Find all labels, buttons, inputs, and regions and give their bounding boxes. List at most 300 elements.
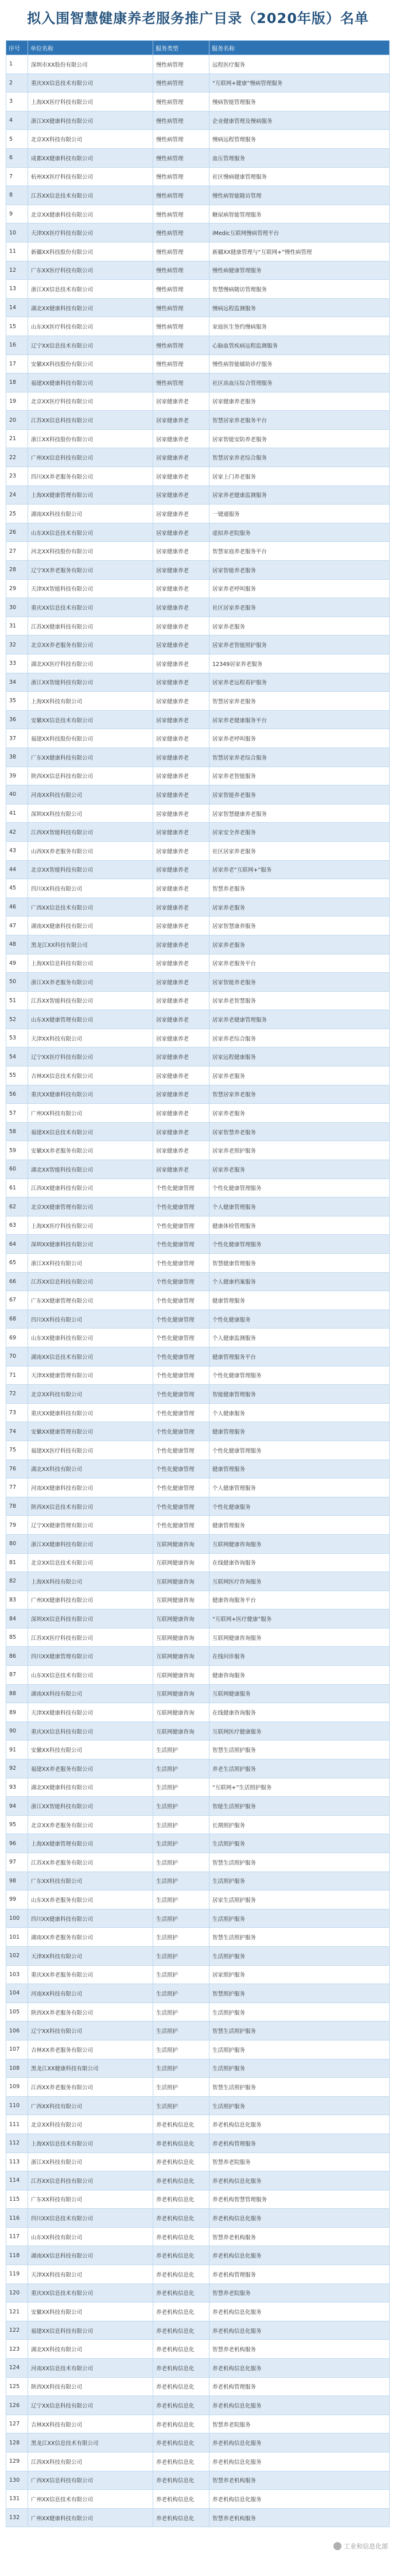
cell-index: 78	[6, 1497, 28, 1516]
cell-service-name: 智能健康管理服务	[209, 1385, 390, 1404]
cell-service-name: 智慧生活照护服务	[209, 2078, 390, 2097]
cell-service-type: 慢性病管理	[153, 317, 209, 336]
cell-index: 81	[6, 1553, 28, 1572]
cell-index: 20	[6, 411, 28, 430]
cell-service-type: 个性化健康管理	[153, 1385, 209, 1404]
cell-index: 97	[6, 1853, 28, 1872]
cell-service-name: 居家养老远程看护服务	[209, 673, 390, 692]
table-row	[6, 729, 390, 748]
table-row	[6, 74, 390, 93]
cell-company: 四川XX健康管理有限公司	[28, 1647, 153, 1666]
cell-index: 19	[6, 392, 28, 411]
cell-service-name: 远程医疗服务	[209, 55, 390, 74]
cell-service-name: 长期照护服务	[209, 1815, 390, 1834]
cell-service-name: 互联网医疗咨询服务	[209, 1572, 390, 1591]
cell-service-name: 健康管理服务	[209, 1291, 390, 1310]
cell-company: 深圳XX健康科技有限公司	[28, 1235, 153, 1254]
cell-service-type: 生活照护	[153, 1797, 209, 1816]
cell-service-type: 慢性病管理	[153, 93, 209, 111]
cell-index: 7	[6, 167, 28, 186]
table-row	[6, 991, 390, 1010]
cell-company: 浙江XX健康科技有限公司	[28, 1534, 153, 1553]
cell-service-type: 个性化健康管理	[153, 1441, 209, 1460]
cell-service-type: 居家健康养老	[153, 748, 209, 767]
cell-company: 黑龙江XX信息技术有限公司	[28, 2433, 153, 2452]
cell-service-name: 养老机构信息化服务	[209, 2359, 390, 2378]
cell-company: 辽宁XX信息技术有限公司	[28, 336, 153, 355]
watermark	[333, 2542, 388, 2551]
cell-service-name: 居家养老服务	[209, 935, 390, 954]
cell-index: 80	[6, 1534, 28, 1553]
cell-company: 重庆XX信息技术有限公司	[28, 598, 153, 617]
cell-service-name: 养老机构信息化服务	[209, 2115, 390, 2134]
table-row	[6, 879, 390, 898]
cell-company: 黑龙江XX健康科技有限公司	[28, 2059, 153, 2078]
cell-service-name: 个人健康档案服务	[209, 1272, 390, 1291]
cell-service-name: 居家安全养老服务	[209, 823, 390, 842]
cell-company: 吉林XX信息技术有限公司	[28, 1066, 153, 1085]
cell-service-name: 心脑血管疾病远程监测服务	[209, 336, 390, 355]
table-row	[6, 598, 390, 617]
table-row	[6, 1441, 390, 1460]
cell-service-type: 居家健康养老	[153, 486, 209, 505]
table-row	[6, 1329, 390, 1347]
cell-index: 67	[6, 1291, 28, 1310]
table-row	[6, 93, 390, 111]
cell-company: 福建XX健康科技有限公司	[28, 373, 153, 392]
cell-index: 33	[6, 654, 28, 673]
table-row	[6, 1703, 390, 1722]
cell-service-type: 生活照护	[153, 1984, 209, 2003]
cell-service-name: 个性化健康管理服务	[209, 1366, 390, 1385]
cell-company: 黑龙江XX科技有限公司	[28, 935, 153, 954]
cell-company: 北京XX智能科技有限公司	[28, 860, 153, 879]
cell-index: 106	[6, 2021, 28, 2040]
cell-company: 江苏XX智能科技有限公司	[28, 991, 153, 1010]
cell-service-type: 居家健康养老	[153, 1010, 209, 1029]
table-row	[6, 654, 390, 673]
cell-index: 45	[6, 879, 28, 898]
cell-company: 天津XX健康科技有限公司	[28, 1703, 153, 1722]
table-header	[6, 41, 390, 55]
cell-service-name: 慢病远程监测服务	[209, 298, 390, 317]
cell-company: 天津XX科技有限公司	[28, 1029, 153, 1048]
cell-service-type: 居家健康养老	[153, 767, 209, 785]
cell-index: 58	[6, 1122, 28, 1141]
table-row	[6, 1291, 390, 1310]
cell-company: 新疆XX科技股份有限公司	[28, 242, 153, 261]
table-row	[6, 448, 390, 467]
cell-index: 46	[6, 898, 28, 917]
cell-company: 广东XX健康科技有限公司	[28, 748, 153, 767]
cell-company: 江苏XX养老服务有限公司	[28, 1853, 153, 1872]
cell-service-type: 居家健康养老	[153, 636, 209, 654]
cell-index: 70	[6, 1347, 28, 1366]
cell-service-type: 互联网健康咨询	[153, 1628, 209, 1647]
cell-service-name: 智慧养老机构服务	[209, 2227, 390, 2246]
cell-company: 广州XX科技有限公司	[28, 1104, 153, 1123]
cell-service-name: 居家养老健康管理服务	[209, 1010, 390, 1029]
cell-service-type: 养老机构信息化	[153, 2396, 209, 2415]
cell-service-name: iMedic互联网慢病管理平台	[209, 224, 390, 242]
cell-service-name: 养老机构管理服务	[209, 2377, 390, 2396]
table-row	[6, 298, 390, 317]
cell-index: 30	[6, 598, 28, 617]
table-row	[6, 2302, 390, 2321]
cell-index: 69	[6, 1329, 28, 1347]
cell-company: 湖北XX医疗科技有限公司	[28, 654, 153, 673]
cell-company: 四川XX科技有限公司	[28, 1310, 153, 1329]
cell-index: 88	[6, 1684, 28, 1703]
cell-service-type: 养老机构信息化	[153, 2359, 209, 2378]
table-row	[6, 1497, 390, 1516]
cell-service-type: 居家健康养老	[153, 505, 209, 523]
cell-service-type: 生活照护	[153, 1890, 209, 1909]
table-row	[6, 561, 390, 580]
cell-index: 52	[6, 1010, 28, 1029]
cell-company: 四川XX科技有限公司	[28, 879, 153, 898]
cell-service-name: 养老生活照护服务	[209, 1759, 390, 1778]
cell-service-name: 社区高血压综合管理服务	[209, 373, 390, 392]
cell-service-name: 养老机构管理服务	[209, 2265, 390, 2284]
cell-company: 河南XX健康科技有限公司	[28, 1478, 153, 1497]
table-row	[6, 1647, 390, 1666]
cell-index: 76	[6, 1460, 28, 1478]
cell-company: 江苏XX信息科技有限公司	[28, 2171, 153, 2190]
cell-company: 河南XX信息技术有限公司	[28, 2359, 153, 2378]
cell-service-name: 居家健康养老服务	[209, 392, 390, 411]
cell-service-name: 生活照护服务	[209, 1834, 390, 1853]
cell-company: 广州XX信息科技有限公司	[28, 448, 153, 467]
cell-company: 安徽XX信息技术有限公司	[28, 710, 153, 729]
table-row	[6, 898, 390, 917]
cell-index: 95	[6, 1815, 28, 1834]
table-row	[6, 1797, 390, 1816]
cell-company: 江西XX智能科技有限公司	[28, 823, 153, 842]
cell-index: 82	[6, 1572, 28, 1591]
cell-service-name: 居家养老服务	[209, 898, 390, 917]
cell-index: 39	[6, 767, 28, 785]
table-row	[6, 148, 390, 167]
cell-index: 44	[6, 860, 28, 879]
cell-service-name: 互联网健康服务	[209, 1684, 390, 1703]
cell-service-name: 居家养老智慧服务	[209, 991, 390, 1010]
table-row	[6, 954, 390, 973]
table-row	[6, 767, 390, 785]
cell-service-type: 慢性病管理	[153, 242, 209, 261]
cell-service-name: 个性化健康服务	[209, 1310, 390, 1329]
cell-service-name: 个性化健康服务	[209, 1497, 390, 1516]
cell-service-type: 互联网健康咨询	[153, 1684, 209, 1703]
cell-company: 北京XX科技有限公司	[28, 130, 153, 149]
cell-service-type: 慢性病管理	[153, 261, 209, 280]
cell-company: 深圳市XX股份有限公司	[28, 55, 153, 74]
cell-index: 90	[6, 1722, 28, 1741]
cell-index: 50	[6, 973, 28, 992]
cell-index: 49	[6, 954, 28, 973]
cell-company: 浙江XX智能科技有限公司	[28, 1797, 153, 1816]
cell-service-name: 居家养老健康服务平台	[209, 710, 390, 729]
cell-company: 上海XX健康管理有限公司	[28, 1834, 153, 1853]
cell-index: 10	[6, 224, 28, 242]
cell-index: 62	[6, 1197, 28, 1216]
table-row	[6, 542, 390, 561]
table-row	[6, 1516, 390, 1535]
table-row	[6, 1591, 390, 1609]
table-row	[6, 1853, 390, 1872]
cell-company: 江西XX科技有限公司	[28, 2452, 153, 2471]
cell-service-name: 居家智慧养老服务	[209, 1122, 390, 1141]
table-row	[6, 1722, 390, 1741]
cell-service-type: 居家健康养老	[153, 1104, 209, 1123]
table-row	[6, 748, 390, 767]
cell-service-type: 慢性病管理	[153, 355, 209, 373]
cell-service-type: 个性化健康管理	[153, 1516, 209, 1535]
cell-company: 广东XX健康管理有限公司	[28, 1291, 153, 1310]
cell-company: 重庆XX健康科技有限公司	[28, 1403, 153, 1422]
cell-company: 吉林XX养老服务有限公司	[28, 2040, 153, 2059]
cell-service-name: 智慧养老院服务	[209, 2284, 390, 2302]
table-row	[6, 617, 390, 636]
cell-service-type: 生活照护	[153, 1815, 209, 1834]
cell-service-type: 个性化健康管理	[153, 1310, 209, 1329]
cell-index: 37	[6, 729, 28, 748]
cell-index: 48	[6, 935, 28, 954]
table-row	[6, 2209, 390, 2228]
table-row	[6, 1029, 390, 1048]
cell-service-name: 养老机构管理服务	[209, 2134, 390, 2153]
cell-company: 天津XX健康管理有限公司	[28, 1366, 153, 1385]
cell-company: 广东XX医疗科技有限公司	[28, 261, 153, 280]
cell-service-type: 个性化健康管理	[153, 1235, 209, 1254]
cell-index: 89	[6, 1703, 28, 1722]
cell-service-name: 养老机构信息化服务	[209, 2209, 390, 2228]
cell-service-type: 养老机构信息化	[153, 2153, 209, 2171]
table-row	[6, 860, 390, 879]
cell-index: 116	[6, 2209, 28, 2228]
cell-index: 64	[6, 1235, 28, 1254]
cell-company: 湖南XX科技有限公司	[28, 1684, 153, 1703]
cell-company: 上海XX医疗科技有限公司	[28, 93, 153, 111]
table-row	[6, 1965, 390, 1984]
cell-service-type: 居家健康养老	[153, 542, 209, 561]
cell-index: 16	[6, 336, 28, 355]
cell-company: 北京XX科技有限公司	[28, 2115, 153, 2134]
cell-company: 上海XX医疗科技有限公司	[28, 1216, 153, 1235]
cell-service-name: 在线问诊服务	[209, 1647, 390, 1666]
table-row	[6, 2134, 390, 2153]
table-row	[6, 1946, 390, 1965]
cell-service-type: 养老机构信息化	[153, 2321, 209, 2340]
table-row	[6, 1347, 390, 1366]
cell-service-type: 养老机构信息化	[153, 2340, 209, 2359]
cell-service-type: 居家健康养老	[153, 804, 209, 823]
cell-index: 60	[6, 1160, 28, 1179]
cell-company: 重庆XX养老服务有限公司	[28, 1965, 153, 1984]
cell-index: 96	[6, 1834, 28, 1853]
cell-company: 上海XX科技有限公司	[28, 1572, 153, 1591]
cell-company: 浙江XX科技股份有限公司	[28, 429, 153, 448]
title-bar	[0, 0, 396, 33]
cell-service-type: 养老机构信息化	[153, 2265, 209, 2284]
cell-service-name: 互联网健康咨询服务	[209, 1534, 390, 1553]
cell-company: 湖北XX健康科技有限公司	[28, 298, 153, 317]
cell-company: 广西XX信息科技有限公司	[28, 2471, 153, 2490]
cell-service-type: 居家健康养老	[153, 991, 209, 1010]
cell-service-name: 虚拟养老院服务	[209, 523, 390, 542]
cell-service-name: 智慧居家养老服务	[209, 692, 390, 711]
cell-company: 北京XX健康管理有限公司	[28, 1197, 153, 1216]
cell-index: 132	[6, 2508, 28, 2527]
cell-service-name: 居家照护服务	[209, 1965, 390, 1984]
table-row	[6, 167, 390, 186]
cell-service-name: 个人健康服务	[209, 1403, 390, 1422]
cell-service-type: 个性化健康管理	[153, 1460, 209, 1478]
table-row	[6, 1759, 390, 1778]
cell-service-type: 居家健康养老	[153, 1029, 209, 1048]
cell-service-name: 在线健康咨询服务	[209, 1703, 390, 1722]
cell-service-type: 互联网健康咨询	[153, 1572, 209, 1591]
table-row	[6, 505, 390, 523]
cell-service-type: 居家健康养老	[153, 617, 209, 636]
cell-service-name: 智慧生活照护服务	[209, 1853, 390, 1872]
cell-service-name: 健康管理服务平台	[209, 1347, 390, 1366]
cell-service-name: 养老机构智慧管理服务	[209, 2190, 390, 2209]
cell-service-name: 养老机构信息化服务	[209, 2433, 390, 2452]
table-row	[6, 355, 390, 373]
table-row	[6, 2490, 390, 2509]
cell-company: 北京XX医疗科技有限公司	[28, 392, 153, 411]
cell-company: 山东XX信息技术有限公司	[28, 1666, 153, 1685]
cell-service-type: 养老机构信息化	[153, 2302, 209, 2321]
cell-company: 湖南XX信息技术有限公司	[28, 1347, 153, 1366]
table-row	[6, 579, 390, 598]
cell-index: 86	[6, 1647, 28, 1666]
cell-index: 93	[6, 1778, 28, 1797]
table-row	[6, 1048, 390, 1066]
table-row	[6, 2246, 390, 2265]
cell-company: 河北XX科技股份有限公司	[28, 542, 153, 561]
cell-service-type: 居家健康养老	[153, 729, 209, 748]
cell-index: 14	[6, 298, 28, 317]
cell-service-name: 养老机构信息化服务	[209, 2396, 390, 2415]
cell-service-type: 个性化健康管理	[153, 1403, 209, 1422]
cell-index: 94	[6, 1797, 28, 1816]
cell-company: 江西XX养老服务有限公司	[28, 2078, 153, 2097]
cell-company: 江苏XX信息技术有限公司	[28, 186, 153, 205]
cell-service-name: 居家养老综合服务	[209, 1029, 390, 1048]
table-row	[6, 336, 390, 355]
table-row	[6, 1778, 390, 1797]
cell-service-name: 养老机构信息化服务	[209, 2246, 390, 2265]
table-row	[6, 205, 390, 224]
cell-index: 41	[6, 804, 28, 823]
cell-company: 山东XX养老服务有限公司	[28, 1890, 153, 1909]
table-row	[6, 1684, 390, 1703]
cell-service-name: 养老机构信息化服务	[209, 2321, 390, 2340]
cell-service-type: 生活照护	[153, 2040, 209, 2059]
table-row	[6, 1403, 390, 1422]
table-row	[6, 1104, 390, 1123]
cell-service-name: 智慧生活照护服务	[209, 2021, 390, 2040]
cell-service-name: 智慧养老服务	[209, 879, 390, 898]
cell-service-type: 居家健康养老	[153, 598, 209, 617]
cell-index: 98	[6, 1872, 28, 1890]
cell-service-type: 生活照护	[153, 1741, 209, 1759]
table-row	[6, 2115, 390, 2134]
cell-company: 广东XX科技有限公司	[28, 1872, 153, 1890]
table-row	[6, 1216, 390, 1235]
cell-service-type: 慢性病管理	[153, 130, 209, 149]
cell-service-name: 居家养老服务	[209, 1066, 390, 1085]
cell-service-type: 慢性病管理	[153, 373, 209, 392]
cell-index: 5	[6, 130, 28, 149]
cell-index: 77	[6, 1478, 28, 1497]
cell-service-name: 健康管理服务	[209, 1422, 390, 1441]
cell-company: 安徽XX科技有限公司	[28, 1741, 153, 1759]
table-row	[6, 2059, 390, 2078]
table-row	[6, 2096, 390, 2115]
cell-service-type: 居家健康养老	[153, 1160, 209, 1179]
cell-service-name: 居家养老“互联网+”服务	[209, 860, 390, 879]
table-row	[6, 429, 390, 448]
cell-index: 38	[6, 748, 28, 767]
cell-index: 43	[6, 841, 28, 860]
cell-company: 福建XX信息技术有限公司	[28, 1122, 153, 1141]
table-row	[6, 1179, 390, 1197]
cell-service-name: 智慧照护服务	[209, 1984, 390, 2003]
cell-service-name: 互联网健康咨询服务	[209, 1628, 390, 1647]
cell-service-type: 居家健康养老	[153, 448, 209, 467]
table-row	[6, 1815, 390, 1834]
cell-service-type: 个性化健康管理	[153, 1422, 209, 1441]
table-row	[6, 917, 390, 935]
cell-service-name: 居家智能养老服务	[209, 973, 390, 992]
cell-service-name: 居家养老照护服务	[209, 1141, 390, 1160]
cell-index: 32	[6, 636, 28, 654]
cell-service-name: 智能生活照护服务	[209, 1797, 390, 1816]
cell-service-name: 居家智能养老服务	[209, 785, 390, 804]
cell-index: 111	[6, 2115, 28, 2134]
table-row	[6, 1141, 390, 1160]
cell-service-type: 慢性病管理	[153, 74, 209, 93]
cell-index: 130	[6, 2471, 28, 2490]
cell-company: 辽宁XX科技有限公司	[28, 2021, 153, 2040]
cell-index: 118	[6, 2246, 28, 2265]
cell-index: 28	[6, 561, 28, 580]
cell-index: 126	[6, 2396, 28, 2415]
cell-service-type: 个性化健康管理	[153, 1291, 209, 1310]
cell-index: 56	[6, 1085, 28, 1104]
cell-service-type: 生活照护	[153, 1909, 209, 1928]
cell-index: 6	[6, 148, 28, 167]
cell-service-name: 智慧居家养老服务	[209, 1085, 390, 1104]
cell-index: 103	[6, 1965, 28, 1984]
cell-index: 15	[6, 317, 28, 336]
cell-service-name: 企业健康管理及慢病服务	[209, 111, 390, 130]
cell-service-type: 养老机构信息化	[153, 2284, 209, 2302]
cell-company: 湖南XX信息科技有限公司	[28, 2246, 153, 2265]
cell-index: 65	[6, 1254, 28, 1273]
cell-service-name: 智慧养老机构服务	[209, 2508, 390, 2527]
cell-index: 108	[6, 2059, 28, 2078]
cell-service-name: 慢病智能管理服务	[209, 93, 390, 111]
cell-service-name: 在线健康咨询服务	[209, 1553, 390, 1572]
table-row	[6, 2321, 390, 2340]
cell-service-type: 生活照护	[153, 2059, 209, 2078]
cell-company: 江西XX健康科技有限公司	[28, 1179, 153, 1197]
table-row	[6, 1666, 390, 1685]
